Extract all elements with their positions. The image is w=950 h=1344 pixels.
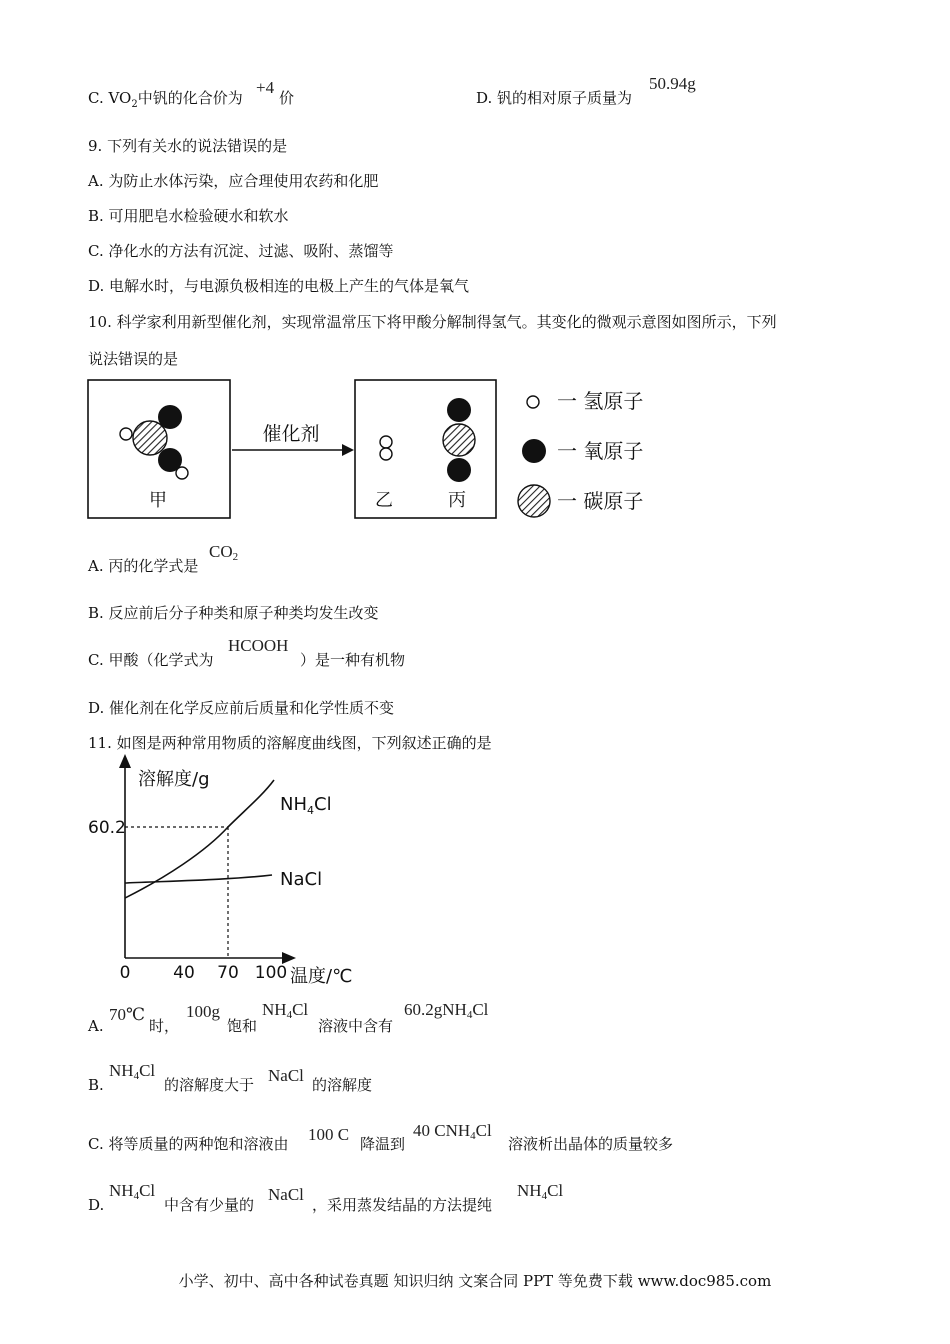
q8-option-d: D. 钒的相对原子质量为 xyxy=(476,89,633,107)
bing-carbon-atom xyxy=(443,424,475,456)
legend-hydrogen-label: 一 氢原子 xyxy=(557,389,644,413)
nacl-series-label: NaCl xyxy=(280,869,323,890)
x-axis-label: 温度/℃ xyxy=(290,966,353,987)
q9-stem: 9. 下列有关水的说法错误的是 xyxy=(88,137,288,155)
q10-c-formula: HCOOH xyxy=(228,636,289,655)
legend-hydrogen-icon xyxy=(527,396,539,408)
q9-option-d: D. 电解水时，与电源负极相连的电极上产生的气体是氧气 xyxy=(88,277,470,295)
q10-c-suffix: ）是一种有机物 xyxy=(300,651,406,669)
q9-option-b: B. 可用肥皂水检验硬水和软水 xyxy=(88,207,289,225)
q8-d-formula: 50.94g xyxy=(649,74,696,93)
q8-c-suffix: 价 xyxy=(279,89,295,107)
q11-d-nh4cl: $NH_4Cl$ xyxy=(109,1181,156,1202)
q11-option-c-prefix: C. 将等质量的两种饱和溶液由 xyxy=(88,1135,289,1153)
q11-d-nh4cl-2: $NH_4Cl$ xyxy=(517,1181,564,1202)
label-bing: 丙 xyxy=(448,490,466,511)
q9-option-a: A. 为防止水体污染，应合理使用农药和化肥 xyxy=(88,172,379,190)
q11-d-text-2: ，采用蒸发结晶的方法提纯 xyxy=(312,1196,493,1214)
q11-a-temp: 70℃ xyxy=(109,1005,146,1024)
legend-carbon-label: 一 碳原子 xyxy=(557,489,644,513)
label-jia: 甲 xyxy=(149,490,167,511)
y-mark-60-2: 60.2 xyxy=(88,818,126,838)
q10-stem-line2: 说法错误的是 xyxy=(88,350,179,368)
jia-hydrogen-atom-1 xyxy=(120,428,132,440)
legend-carbon-icon xyxy=(518,485,550,517)
legend-oxygen-icon xyxy=(522,439,546,463)
q10-option-a: A. 丙的化学式是 xyxy=(88,557,199,575)
q11-c-temp-100: 100 C xyxy=(308,1125,350,1144)
q11-option-b-prefix: B. xyxy=(88,1076,104,1094)
nacl-curve xyxy=(125,875,272,883)
q11-c-text-2: 溶液析出晶体的质量较多 xyxy=(508,1135,674,1153)
q10-option-c: C. 甲酸（化学式为 xyxy=(88,651,214,669)
x-tick-70: 70 xyxy=(217,963,239,983)
q11-a-nh4cl: $NH_4Cl$ xyxy=(262,1000,309,1021)
q10-stem-line1: 10. 科学家利用新型催化剂，实现常温常压下将甲酸分解制得氢气。其变化的微观示意图如图所示，下列 xyxy=(88,313,777,331)
q11-a-mass: 100g xyxy=(186,1002,220,1021)
reaction-arrow-head xyxy=(342,444,354,456)
q10-molecule-diagram xyxy=(0,0,950,540)
bing-oxygen-atom-1 xyxy=(447,398,471,422)
y-axis-arrow xyxy=(119,754,131,768)
q11-b-nacl: NaCl xyxy=(268,1066,304,1085)
q11-a-text-3: 溶液中含有 xyxy=(318,1017,394,1035)
q11-d-nacl: NaCl xyxy=(268,1185,304,1204)
q11-a-text-1: 时， xyxy=(149,1017,180,1035)
q11-c-text-1: 降温到 xyxy=(360,1135,406,1153)
q11-b-nh4cl: $NH_4Cl$ xyxy=(109,1061,156,1082)
legend-oxygen-label: 一 氧原子 xyxy=(557,439,644,463)
q8-option-c: C. $VO_2$中钒的化合价为 xyxy=(88,89,243,110)
yi-hydrogen-atom-2 xyxy=(380,448,392,460)
jia-hydrogen-atom-2 xyxy=(176,467,188,479)
q11-b-text-1: 的溶解度大于 xyxy=(164,1076,255,1094)
q11-b-text-2: 的溶解度 xyxy=(312,1076,373,1094)
x-tick-100: 100 xyxy=(254,963,288,983)
q11-option-a-prefix: A. xyxy=(88,1017,104,1035)
catalyst-label: 催化剂 xyxy=(262,423,320,445)
x-tick-0: 0 xyxy=(119,963,131,983)
q11-stem: 11. 如图是两种常用物质的溶解度曲线图，下列叙述正确的是 xyxy=(88,734,492,752)
bing-oxygen-atom-2 xyxy=(447,458,471,482)
page-footer: 小学、初中、高中各种试卷真题 知识归纳 文案合同 PPT 等免费下载 www.doc985.com xyxy=(178,1272,772,1290)
y-axis-label: 溶解度/g xyxy=(138,769,210,790)
x-tick-40: 40 xyxy=(173,963,195,983)
jia-carbon-atom xyxy=(133,421,167,455)
q10-option-d: D. 催化剂在化学反应前后质量和化学性质不变 xyxy=(88,699,395,717)
q11-c-temp-40: 40 $CNH_4Cl$ xyxy=(413,1121,492,1142)
q8-c-formula: +4 xyxy=(256,78,275,97)
solubility-chart xyxy=(0,740,950,1000)
q11-option-d-prefix: D. xyxy=(88,1196,105,1214)
nh4cl-series-label: $NH_4Cl$ xyxy=(280,794,332,817)
q11-a-amount: 60.2gNH$_4$Cl xyxy=(404,1000,489,1021)
q10-option-b: B. 反应前后分子种类和原子种类均发生改变 xyxy=(88,604,379,622)
q11-d-text-1: 中含有少量的 xyxy=(164,1196,255,1214)
q9-option-c: C. 净化水的方法有沉淀、过滤、吸附、蒸馏等 xyxy=(88,242,394,260)
label-yi: 乙 xyxy=(375,490,393,511)
q10-a-formula: $CO_2$ xyxy=(209,542,239,563)
yi-hydrogen-atom-1 xyxy=(380,436,392,448)
q11-a-text-2: 饱和 xyxy=(227,1017,258,1035)
